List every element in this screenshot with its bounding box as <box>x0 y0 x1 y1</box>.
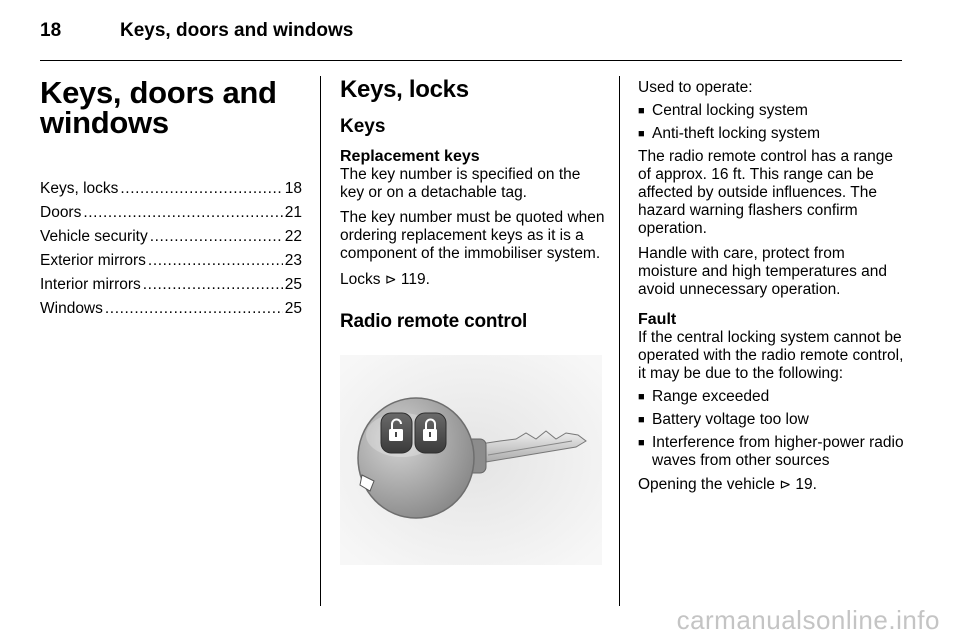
heading-replacement-keys: Replacement keys <box>340 148 480 165</box>
toc-page: 22 <box>284 228 302 245</box>
toc-page: 25 <box>284 300 302 317</box>
subsection-keys: Keys <box>340 116 386 137</box>
used-to-operate-label: Used to operate: <box>638 79 753 96</box>
toc-page: 23 <box>284 252 302 269</box>
toc-page: 18 <box>284 180 302 197</box>
locks-reference <box>340 270 605 289</box>
toc-entry-vehicle-security[interactable] <box>40 228 302 252</box>
column-3 <box>638 79 904 501</box>
paragraph-key-number: The key number is specified on the key or on a detachable tag. <box>340 166 581 201</box>
list-item: ■ Interference from higher-power radio waves from other sources <box>638 434 904 470</box>
paragraph-range: The radio remote control has a range of approx. 16 ft. This range can be affected by outside influences. The hazard warning flashers confirm operation. <box>638 148 894 237</box>
watermark: carmanualsonline.info <box>676 605 940 635</box>
cross-reference-icon: ⊳ <box>384 271 397 287</box>
paragraph-care: Handle with care, protect from moisture and high temperatures and avoid unnecessary operation. <box>638 245 888 298</box>
toc-page: 25 <box>284 276 302 293</box>
toc-label: Windows <box>40 300 103 317</box>
toc-leader <box>105 300 283 318</box>
locks-text: Locks <box>340 271 381 288</box>
column-divider-2 <box>619 76 620 606</box>
opening-text: Opening the vehicle <box>638 476 776 493</box>
section-title: Keys, locks <box>340 76 469 103</box>
running-header: Keys, doors and windows <box>120 20 354 41</box>
operate-list <box>638 102 904 143</box>
toc-label: Vehicle security <box>40 228 148 245</box>
toc-entry-interior-mirrors[interactable] <box>40 276 302 300</box>
list-item: ■ Anti-theft locking system <box>638 125 904 143</box>
toc-entry-keys-locks[interactable] <box>40 180 302 204</box>
header-divider <box>40 60 902 61</box>
list-item: ■ Central locking system <box>638 102 904 120</box>
toc-leader <box>83 204 282 222</box>
opening-page-link[interactable]: 19. <box>795 476 817 493</box>
chapter-title: Keys, doors and windows <box>40 75 277 140</box>
toc-label: Doors <box>40 204 82 221</box>
list-item: ■ Battery voltage too low <box>638 411 904 429</box>
toc-label: Keys, locks <box>40 180 119 197</box>
heading-fault: Fault <box>638 311 677 328</box>
paragraph-fault: If the central locking system cannot be operated with the radio remote control, it may be due to the following: <box>638 329 904 382</box>
column-divider-1 <box>320 76 321 606</box>
toc-page: 21 <box>284 204 302 221</box>
toc-leader <box>150 228 283 246</box>
toc-entry-doors[interactable] <box>40 204 302 228</box>
toc-entry-windows[interactable] <box>40 300 302 324</box>
heading-radio-remote-control: Radio remote control <box>340 311 528 332</box>
toc-leader <box>148 252 283 270</box>
remote-key-illustration <box>340 355 602 565</box>
toc-label: Exterior mirrors <box>40 252 146 269</box>
toc-leader <box>143 276 283 294</box>
paragraph-immobiliser: The key number must be quoted when ordering replacement keys as it is a component of the immobiliser system. <box>340 209 605 262</box>
column-2 <box>340 76 605 333</box>
locks-page-link[interactable]: 119. <box>400 271 430 288</box>
toc-entry-exterior-mirrors[interactable] <box>40 252 302 276</box>
fault-list <box>638 388 904 470</box>
toc-leader <box>120 180 282 198</box>
list-item: ■ Range exceeded <box>638 388 904 406</box>
toc-label: Interior mirrors <box>40 276 141 293</box>
page-number: 18 <box>40 20 62 41</box>
opening-reference <box>638 475 904 494</box>
table-of-contents <box>40 180 302 324</box>
cross-reference-icon: ⊳ <box>779 476 792 492</box>
